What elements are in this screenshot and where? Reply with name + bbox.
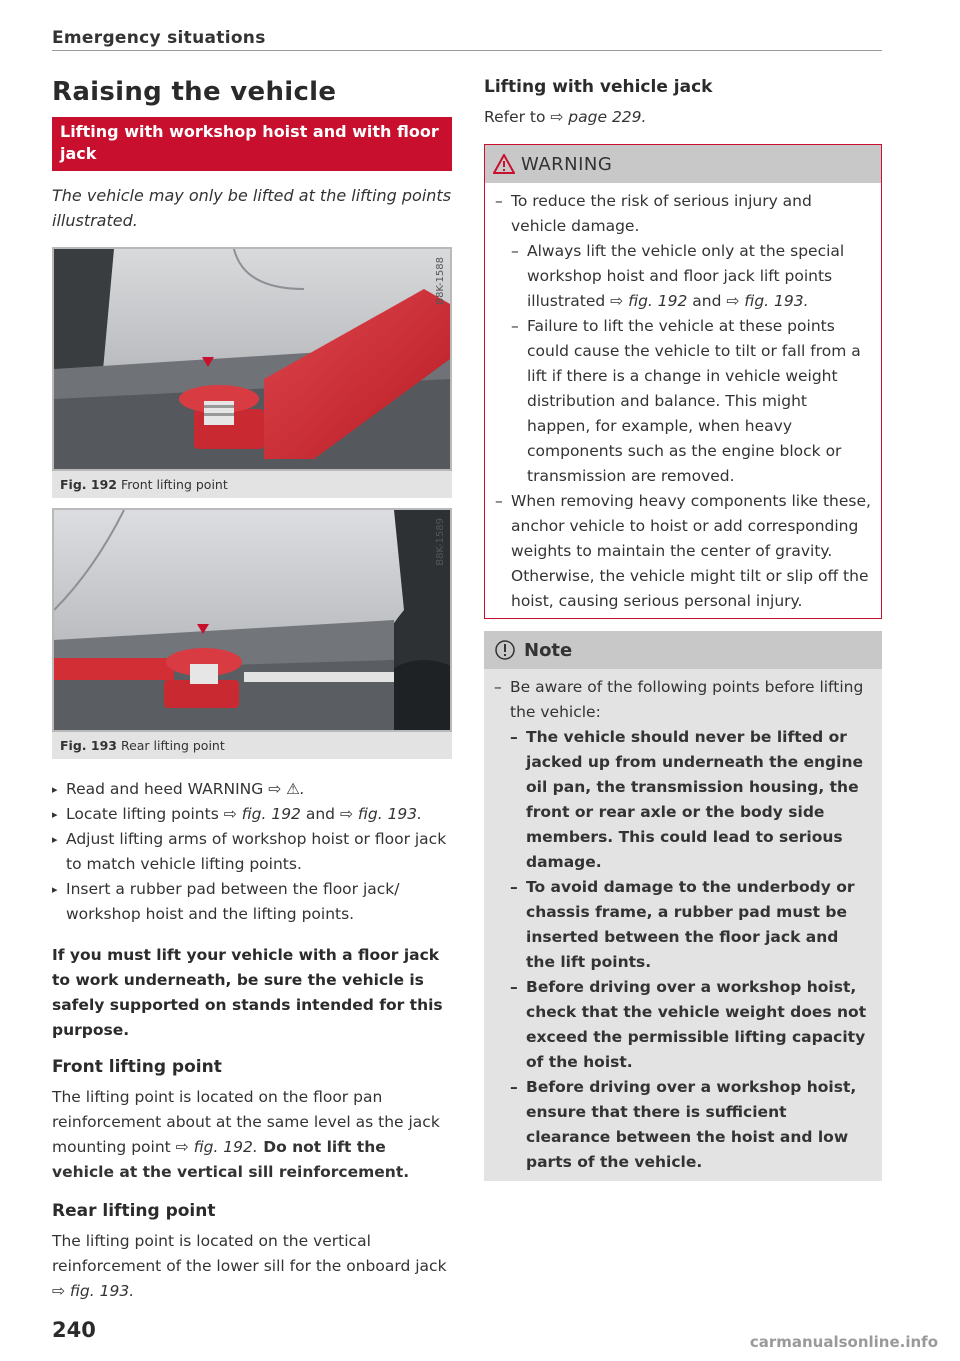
list-item: – Always lift the vehicle only at the special workshop hoist and floor jack lift points illustrated ⇨ fig. 192 and ⇨ fig. 193. xyxy=(511,239,871,314)
warning-title: WARNING xyxy=(521,153,613,175)
fig-192-link[interactable]: ⇨ fig. 192 xyxy=(223,805,301,823)
list-item: – Before driving over a workshop hoist, check that the vehicle weight does not exceed the permissible lifting capacity of the hoist. xyxy=(510,975,872,1075)
figure-number: Fig. 193 xyxy=(60,738,117,753)
note-title: Note xyxy=(524,639,573,661)
warning-header xyxy=(485,145,881,183)
warning-triangle-icon xyxy=(493,154,515,174)
warning-box xyxy=(484,144,882,619)
note-body xyxy=(484,669,882,1175)
figure-code: B8K-1588 xyxy=(435,257,446,305)
figure-192 xyxy=(52,247,452,498)
rear-lifting-text: The lifting point is located on the vertical reinforcement of the lower sill for the onboard jack ⇨ fig. 193. xyxy=(52,1232,447,1300)
figure-caption xyxy=(52,732,452,759)
figure-number: Fig. 192 xyxy=(60,477,117,492)
front-lifting-image xyxy=(52,247,452,471)
instruction-list xyxy=(52,777,452,927)
list-item: – Be aware of the following points before lifting the vehicle: – The vehicle should never be lifted or jacked up from underneath the engine oil pan, the transmission housing, the front or rear axle or the body side members. This could lead to serious damage. – To avoid damage to the underbody or chassis frame, a rubber pad must be inserted between the floor jack and the lift points. – Before driving over a workshop hoist, check that the vehicle weight does not exceed the permissible lifting capacity of the hoist. – Before driving over a workshop hoist, ensure that there is sufficient clearance between the hoist and low parts of the vehicle. xyxy=(494,675,872,1175)
watermark: carmanualsonline.info xyxy=(749,1333,938,1351)
list-item: – The vehicle should never be lifted or jacked up from underneath the engine oil pan, the transmission housing, the front or rear axle or the body side members. This could lead to serious damage. xyxy=(510,725,872,875)
warning-body xyxy=(485,183,881,618)
list-item: ▸ Locate lifting points ⇨ fig. 192 and ⇨ fig. 193. xyxy=(52,802,452,827)
figure-caption xyxy=(52,471,452,498)
section-title: Emergency situations xyxy=(52,28,266,48)
warning-link[interactable]: ⇨ ⚠. xyxy=(268,780,305,798)
rear-lifting-heading: Rear lifting point xyxy=(52,1201,216,1221)
subtitle-bar: Lifting with workshop hoist and with floor jack xyxy=(52,117,452,171)
vehicle-jack-heading: Lifting with vehicle jack xyxy=(484,77,713,97)
front-lifting-illustration xyxy=(54,249,450,469)
list-item: – Before driving over a workshop hoist, ensure that there is sufficient clearance between the hoist and low parts of the vehicle. xyxy=(510,1075,872,1175)
intro-text: The vehicle may only be lifted at the lifting points illustrated. xyxy=(52,186,452,230)
list-item: ▸ Adjust lifting arms of workshop hoist or floor jack to match vehicle lifting points. xyxy=(52,827,452,877)
fig-192-link[interactable]: ⇨ fig. 192. xyxy=(175,1138,258,1156)
right-column xyxy=(484,75,882,1181)
page-header xyxy=(52,28,882,51)
fig-193-link[interactable]: ⇨ fig. 193. xyxy=(52,1282,135,1300)
safety-statement: If you must lift your vehicle with a floor jack to work underneath, be sure the vehicle is safely supported on stands intended for this purpose. xyxy=(52,946,443,1039)
list-item: ▸ Read and heed WARNING ⇨ ⚠. xyxy=(52,777,452,802)
page-title: Raising the vehicle xyxy=(52,77,337,107)
rear-lifting-image xyxy=(52,508,452,732)
figure-code: B8K-1589 xyxy=(435,518,446,566)
fig-193-link[interactable]: ⇨ fig. 193. xyxy=(726,292,809,310)
figure-caption-text: Front lifting point xyxy=(120,477,228,492)
info-circle-icon xyxy=(494,639,516,661)
note-header xyxy=(484,631,882,669)
fig-192-link[interactable]: ⇨ fig. 192 xyxy=(610,292,688,310)
note-box xyxy=(484,631,882,1181)
list-item: – When removing heavy components like these, anchor vehicle to hoist or add corresponding weights to maintain the center of gravity. Otherwise, the vehicle might tilt or slip off the hoist, causing serious personal injury. xyxy=(495,489,871,614)
front-lifting-text: The lifting point is located on the floor pan reinforcement about at the same level as the jack mounting point ⇨ fig. 192. Do not lift the vehicle at the vertical sill reinforcement. xyxy=(52,1088,440,1181)
list-item: – To reduce the risk of serious injury and vehicle damage. – Always lift the vehicle only at the special workshop hoist and floor jack lift points illustrated ⇨ fig. 192 and ⇨ fig. 193. – Failure to lift the vehicle at these points could cause the vehicle to tilt or fall from a lift if there is a change in vehicle weight distribution and balance. This might happen, for example, when heavy components such as the engine block or transmission are removed. xyxy=(495,189,871,489)
rear-lifting-illustration xyxy=(54,510,450,730)
list-item: ▸ Insert a rubber pad between the floor jack/ workshop hoist and the lifting points. xyxy=(52,877,452,927)
page-229-link[interactable]: ⇨ page 229. xyxy=(550,108,647,126)
left-column xyxy=(52,75,452,1320)
fig-193-link[interactable]: ⇨ fig. 193. xyxy=(339,805,423,823)
figure-193 xyxy=(52,508,452,759)
list-item: – To avoid damage to the underbody or chassis frame, a rubber pad must be inserted between the floor jack and the lift points. xyxy=(510,875,872,975)
refer-text: Refer to ⇨ page 229. xyxy=(484,108,647,126)
figure-caption-text: Rear lifting point xyxy=(120,738,225,753)
front-lifting-heading: Front lifting point xyxy=(52,1057,222,1077)
list-item: – Failure to lift the vehicle at these points could cause the vehicle to tilt or fall from a lift if there is a change in vehicle weight distribution and balance. This might happen, for example, when heavy components such as the engine block or transmission are removed. xyxy=(511,314,871,489)
page-number: 240 xyxy=(52,1318,96,1342)
